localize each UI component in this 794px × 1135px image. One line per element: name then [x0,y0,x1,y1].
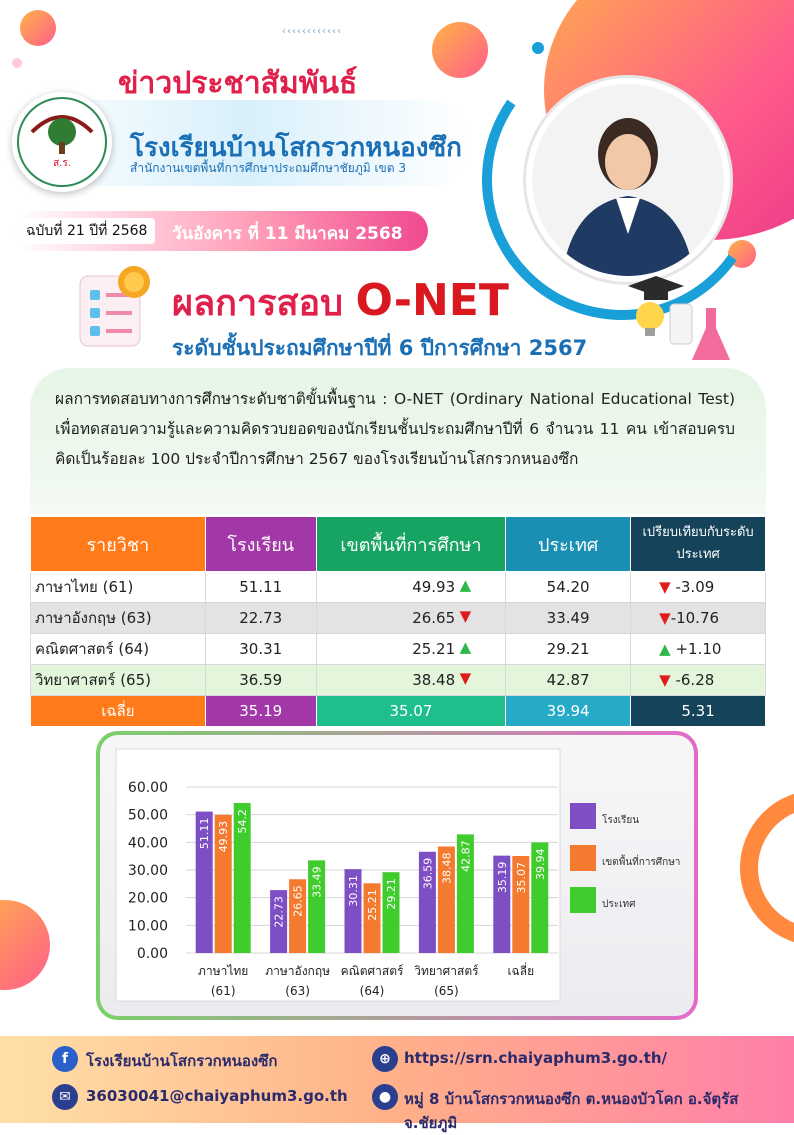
location-pin-icon: ● [372,1084,398,1110]
data-label: 51.11 [198,817,212,850]
up-arrow-icon: ▲ [659,640,671,658]
down-arrow-icon: ▼ [459,607,472,625]
x-tick-label: คณิตศาสตร์ [340,964,404,978]
compare-cell [631,665,766,696]
office-name: สำนักงานเขตพื้นที่การศึกษาประถมศึกษาชัยภูมิ เขต 3 [130,161,407,175]
x-tick-label: วิทยาศาสตร์ [414,964,479,978]
down-arrow-icon: ▼ [659,671,671,689]
area-cell [316,603,505,634]
header-nation: ประเทศ [506,517,631,572]
x-tick-label: (65) [434,984,459,998]
header-subject: รายวิชา [31,517,206,572]
area-cell [316,634,505,665]
compare-value: -3.09 [675,578,715,596]
y-tick-label: 0.00 [136,946,168,962]
result-exam-name: O-NET [355,275,509,326]
footer-facebook[interactable]: โรงเรียนบ้านโสกรวกหนองซึก [86,1052,278,1070]
decorative-ring [740,790,794,946]
area-value: 26.65 [412,609,456,627]
nation-cell: 33.49 [506,603,631,634]
compare-cell [631,572,766,603]
nation-cell: 54.20 [506,572,631,603]
data-label: 54.2 [236,809,250,834]
data-label: 38.48 [440,852,454,885]
data-label: 25.21 [366,889,379,921]
subject-cell: วิทยาศาสตร์ (65) [31,665,206,696]
checklist-icon [72,262,162,356]
data-label: 39.94 [533,848,547,880]
y-tick-label: 20.00 [127,890,168,907]
decorative-dot [0,900,50,990]
table-row [31,603,766,634]
table-row [31,572,766,603]
result-title-prefix: ผลการสอบ [172,283,343,324]
issue-date: วันอังคาร ที่ 11 มีนาคม 2568 [172,224,403,244]
result-subtitle: ระดับชั้นประถมศึกษาปีที่ 6 ปีการศึกษา 2567 [172,336,588,360]
school-cell: 36.59 [205,665,316,696]
table-row [31,634,766,665]
compare-cell [631,634,766,665]
down-arrow-icon: ▼ [659,609,671,627]
data-label: 26.65 [291,885,305,917]
score-table [30,516,766,727]
up-arrow-icon: ▲ [459,638,472,656]
compare-value: -6.28 [675,671,715,689]
decorative-dot [532,42,544,54]
data-label: 33.49 [310,866,324,898]
compare-value: -10.76 [670,609,720,627]
header-area: เขตพื้นที่การศึกษา [316,517,505,572]
subject-cell: ภาษาไทย (61) [31,572,206,603]
header-school: โรงเรียน [205,517,316,572]
average-row [31,696,766,727]
average-area: 35.07 [316,696,505,727]
up-arrow-icon: ▲ [459,576,472,594]
average-nation: 39.94 [506,696,631,727]
decorative-dot [12,58,22,68]
table-row [31,665,766,696]
y-tick-label: 30.00 [127,863,168,879]
legend-swatch [570,845,596,871]
subject-cell: ภาษาอังกฤษ (63) [31,603,206,634]
area-value: 38.48 [412,671,456,689]
intro-paragraph: ผลการทดสอบทางการศึกษาระดับชาติขั้นพื้นฐาน : O-NET (Ordinary National Educational Test) เพื่อทดสอบความรู้และความคิดรวบยอดของนักเรียนชั้นประถมศึกษาปีที่ 6 จำนวน 11 คน เข้าสอบครบ คิดเป็นร้อยละ 100 ประจำปีการศึกษา 2567 ของโรงเรียนบ้านโสกรวกหนองซึก [55,390,735,468]
x-tick-label: (63) [285,984,310,998]
bar-chart [100,735,686,1008]
y-tick-label: 10.00 [127,918,168,935]
school-cell: 22.73 [205,603,316,634]
x-tick-label: เฉลี่ย [507,964,535,978]
down-arrow-icon: ▼ [459,669,472,687]
mail-icon: ✉ [52,1084,78,1110]
average-school: 35.19 [205,696,316,727]
svg-text:ส.ร.: ส.ร. [53,158,71,169]
school-cell: 51.11 [205,572,316,603]
data-label: 35.07 [514,861,528,894]
decorative-dot [432,22,488,78]
compare-cell [631,603,766,634]
footer-email[interactable]: 36030041@chaiyaphum3.go.th [86,1087,348,1105]
footer [0,1036,794,1132]
footer-website[interactable]: https://srn.chaiyaphum3.go.th/ [404,1049,668,1067]
area-value: 25.21 [412,640,456,658]
data-label: 49.93 [217,820,231,853]
globe-icon: ⊕ [372,1046,398,1072]
subject-cell: คณิตศาสตร์ (64) [31,634,206,665]
x-tick-label: (64) [359,984,385,998]
data-label: 42.87 [459,840,473,872]
graduation-science-icon [622,268,742,372]
y-tick-label: 50.00 [127,807,168,824]
x-tick-label: ภาษาอังกฤษ [265,964,331,978]
data-label: 35.19 [495,861,509,894]
data-label: 22.73 [272,896,286,928]
school-cell: 30.31 [205,634,316,665]
nation-cell: 42.87 [506,665,631,696]
x-tick-label: ภาษาไทย [198,964,249,978]
facebook-icon: f [52,1046,78,1072]
data-label: 30.31 [347,875,360,907]
area-cell [316,572,505,603]
data-label: 29.21 [385,878,398,910]
legend-swatch [570,887,596,913]
result-title [172,274,509,331]
decorative-chevrons: ‹‹‹‹‹‹‹‹‹‹‹‹ [282,26,342,37]
area-value: 49.93 [412,578,456,596]
legend-label: ประเทศ [602,899,636,910]
page-title: ข่าวประชาสัมพันธ์ [118,66,358,101]
average-label: เฉลี่ย [31,696,206,727]
y-tick-label: 60.00 [127,780,168,796]
school-name: โรงเรียนบ้านโสกรวกหนองซึก [130,133,462,163]
area-cell [316,665,505,696]
compare-value: +1.10 [675,640,722,658]
nation-cell: 29.21 [506,634,631,665]
x-tick-label: (61) [210,984,236,998]
legend-swatch [570,803,596,829]
average-compare: 5.31 [631,696,766,727]
legend-label: เขตพื้นที่การศึกษา [602,857,681,868]
data-label: 36.59 [421,857,435,890]
legend-label: โรงเรียน [602,815,640,826]
issue-number: ฉบับที่ 21 ปีที่ 2568 [18,218,155,244]
down-arrow-icon: ▼ [659,578,671,596]
header-compare: เปรียบเทียบกับระดับประเทศ [631,517,766,572]
decorative-dot [20,10,56,46]
principal-photo [526,78,730,282]
footer-address: หมู่ 8 บ้านโสกรวกหนองซึก ต.หนองบัวโคก อ.จัตุรัส จ.ชัยภูมิ [404,1090,739,1132]
school-logo [12,92,112,192]
y-tick-label: 40.00 [127,835,168,852]
